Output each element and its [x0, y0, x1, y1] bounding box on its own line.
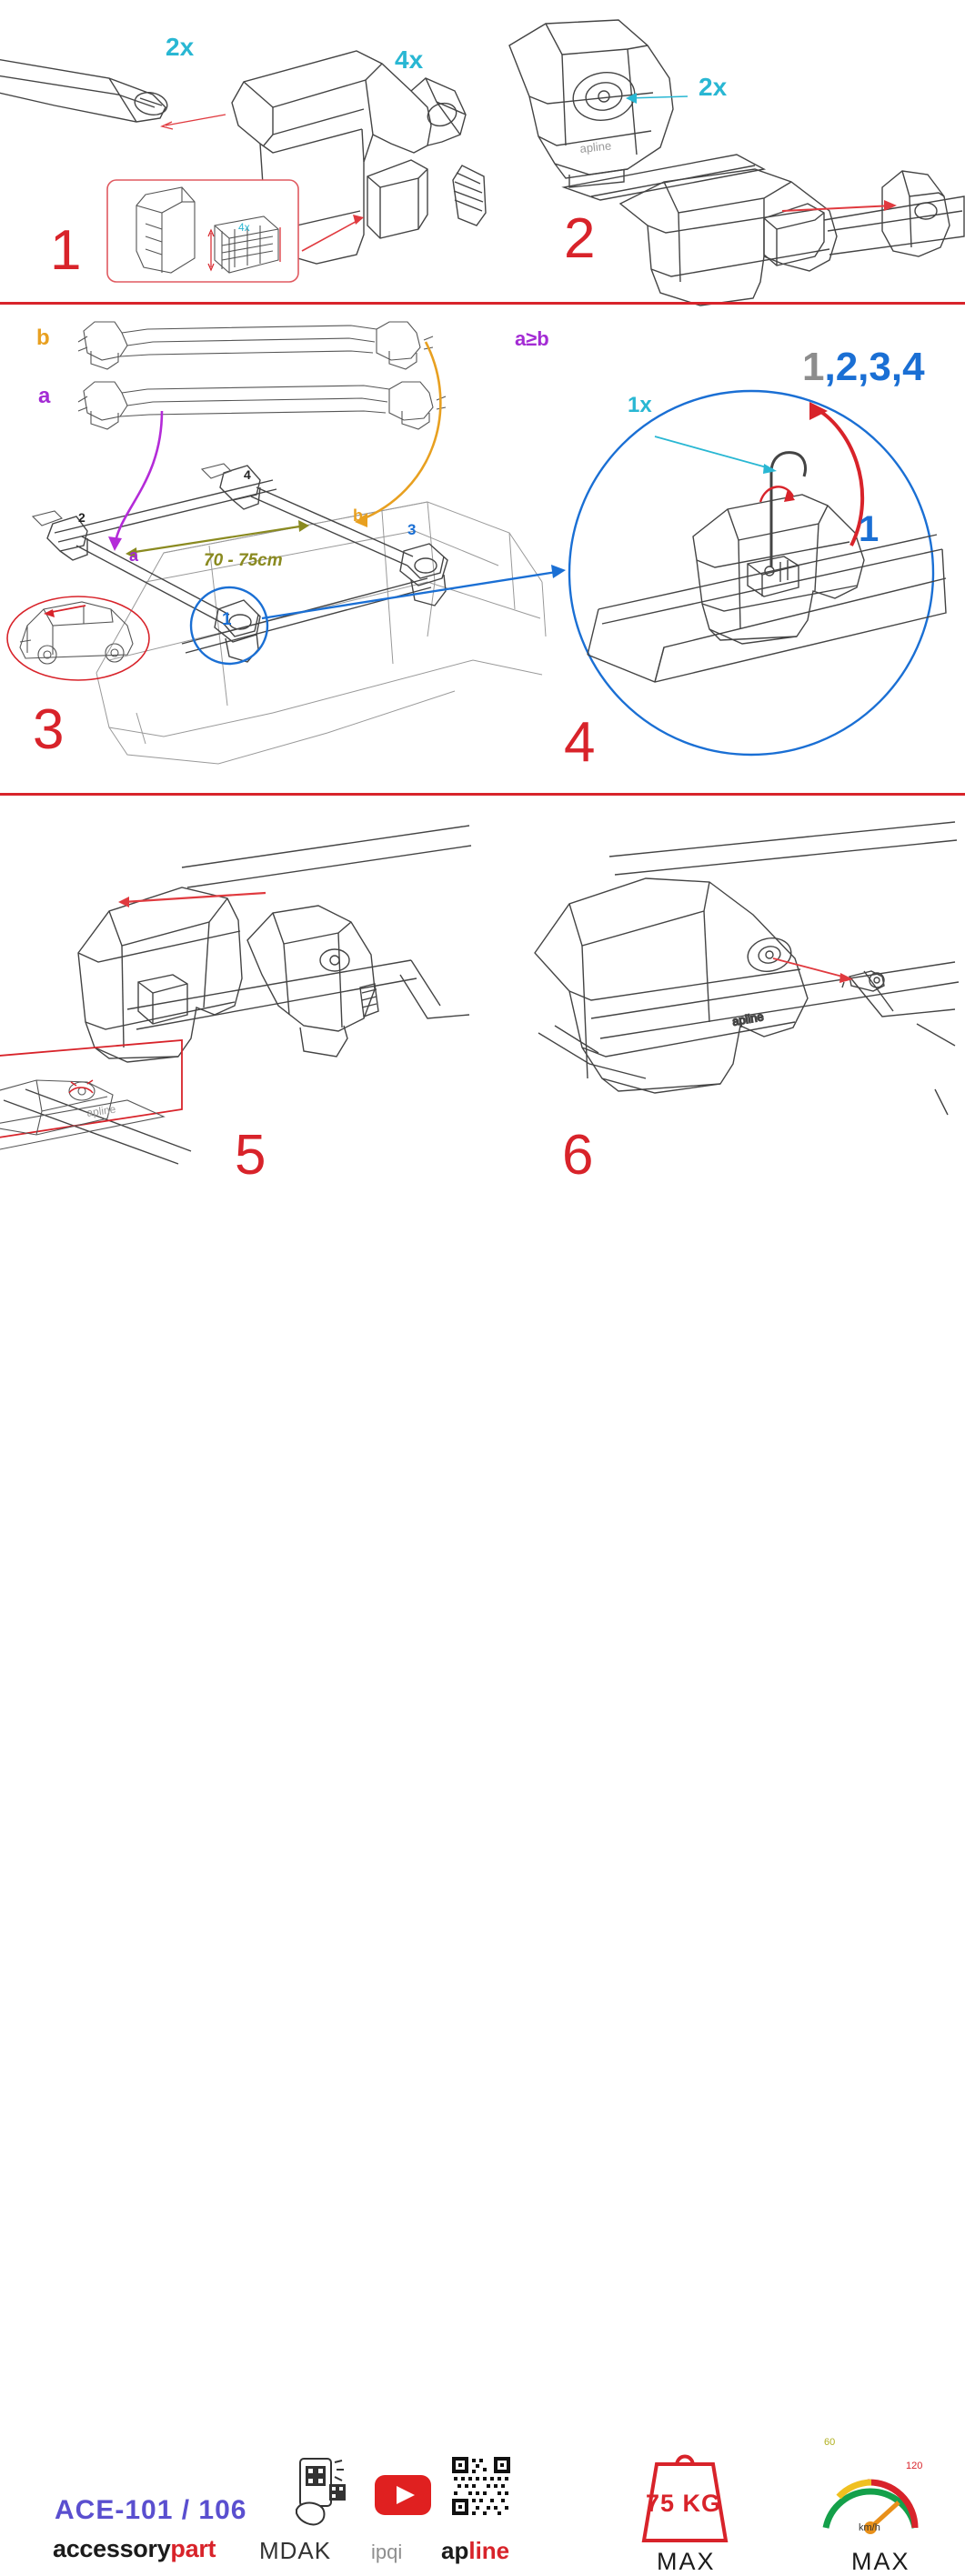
step4-label-1x: 1x	[628, 393, 652, 417]
step2-illustration	[491, 9, 965, 300]
step-number-4: 4	[564, 711, 597, 774]
speed-tick-low: 60	[824, 2437, 836, 2448]
brand-accessorypart-part2: part	[170, 2535, 216, 2562]
step-number-2: 2	[564, 207, 597, 270]
brand-accessorypart	[53, 2535, 216, 2563]
svg-text:apline: apline	[578, 138, 612, 155]
speed-tick-high: 120	[906, 2461, 923, 2471]
step3-label-b-curve: b	[353, 506, 363, 525]
step4-illustration	[546, 382, 965, 773]
step6-illustration	[482, 809, 965, 1137]
brand-apline-part1: ap	[441, 2537, 469, 2564]
step4-label-a-ge-b: a≥b	[515, 327, 549, 350]
step4-sequence-rest: ,2,3,4	[824, 345, 925, 389]
section-divider-1	[0, 302, 965, 305]
brand-ipqi: ipqi	[371, 2541, 403, 2563]
brand-accessorypart-part1: accessory	[53, 2535, 171, 2562]
model-code: ACE-101 / 106	[55, 2495, 247, 2525]
speed-unit-label: km/h	[859, 2522, 880, 2533]
footer	[0, 1246, 965, 2575]
scan-qr-phone-icon	[289, 2457, 353, 2530]
svg-text:apline: apline	[730, 1009, 765, 1028]
step4-label-1: 1	[859, 509, 880, 549]
step-number-5: 5	[235, 1124, 267, 1187]
youtube-icon[interactable]	[375, 2475, 431, 2515]
qr-code	[450, 2455, 512, 2517]
step-number-1: 1	[50, 219, 83, 282]
step3-marker-2: 2	[78, 510, 85, 525]
step-number-3: 3	[33, 698, 65, 761]
step3-marker-3: 3	[407, 521, 417, 538]
section-divider-2	[0, 793, 965, 796]
step3-label-distance: 70 - 75cm	[204, 551, 283, 570]
step3-label-b-top: b	[36, 326, 50, 350]
step3-label-a-left: a	[38, 384, 51, 408]
max-speed-label: MAX	[851, 2548, 910, 2575]
brand-mdak: MDAK	[259, 2537, 332, 2564]
brand-apline-part2: line	[468, 2537, 510, 2564]
max-weight-value: 75 KG	[646, 2490, 722, 2517]
svg-text:apline: apline	[85, 1102, 117, 1119]
step-number-6: 6	[562, 1124, 595, 1187]
step4-sequence-label	[802, 347, 925, 387]
step3-illustration	[0, 309, 546, 782]
brand-apline	[441, 2537, 509, 2565]
svg-text:4x: 4x	[238, 221, 250, 234]
step1-label-4x: 4x	[395, 45, 424, 74]
max-weight-label: MAX	[657, 2548, 716, 2575]
step3-marker-4: 4	[244, 467, 251, 482]
step3-label-a-curve: a	[129, 546, 139, 565]
step5-illustration	[0, 800, 473, 1164]
step2-label-2x: 2x	[699, 73, 728, 101]
step1-label-2x: 2x	[166, 33, 195, 61]
step4-sequence-first: 1	[802, 345, 825, 389]
step3-marker-1: 1	[222, 610, 232, 629]
